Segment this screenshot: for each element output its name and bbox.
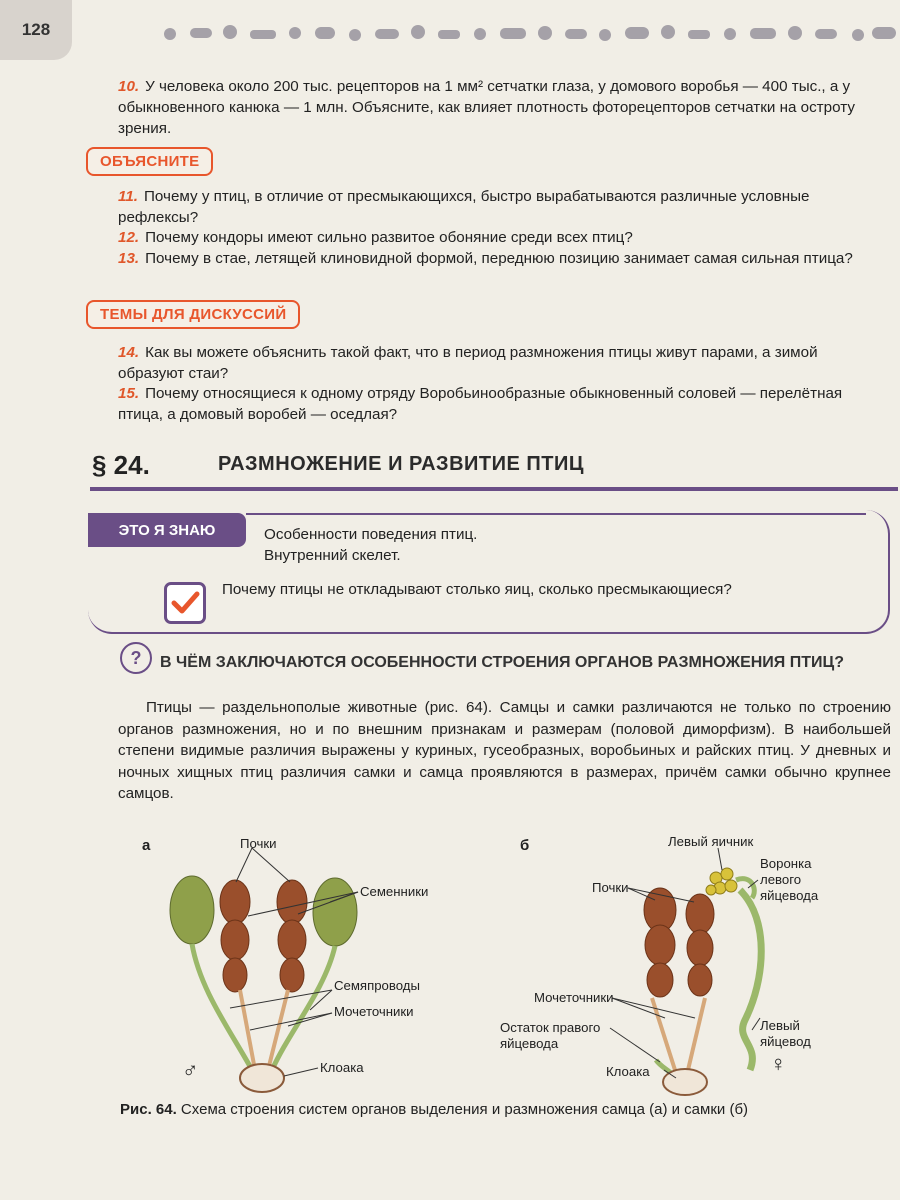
question-12: 12. Почему кондоры имеют сильно развитое обоняние среди всех птиц?: [118, 229, 633, 246]
female-symbol: ♀: [770, 1051, 787, 1076]
animal-silhouettes-decoration: [160, 18, 900, 48]
label-b: б: [520, 837, 530, 854]
question-15: 15. Почему относящиеся к одному отряду Воробьинообразные обыкновенный соловей — перелётная птица, а домовый воробей — оседлая?: [118, 385, 843, 423]
male-vas-deferens-label: Семяпроводы: [334, 978, 420, 993]
page-number: 128: [0, 0, 72, 60]
question-13: 13. Почему в стае, летящей клиновидной формой, переднюю позицию занимает самая сильная птица?: [118, 250, 853, 267]
male-diagram: [170, 848, 358, 1092]
know-item-2: Внутренний скелет.: [264, 547, 401, 564]
male-symbol: ♂: [182, 1057, 199, 1082]
section-divider: [90, 487, 898, 491]
know-question: Почему птицы не откладывают столько яиц, сколько пресмыкающиеся?: [222, 581, 732, 598]
female-right-oviduct-label: Остаток правого яйцевода: [500, 1020, 601, 1051]
section-number: § 24.: [92, 450, 150, 480]
checkmark-icon: [164, 582, 206, 624]
male-cloaca-label: Клоака: [320, 1060, 364, 1075]
body-paragraph: Птицы — раздельнополые животные (рис. 64). Самцы и самки различаются не только по строению органов размножения, но и по внешним признакам и размерам (половой диморфизм). В наибольшей степени видимые различия выражены у куриных, гусеобразных, воробьиных и райских птиц. У дневных и ночных хищных птиц различия самки и самца проявляются в размерах, причём самки обычно крупнее самцов.: [118, 699, 891, 802]
female-kidneys-label: Почки: [592, 880, 629, 895]
discussion-tag: ТЕМЫ ДЛЯ ДИСКУССИЙ: [86, 300, 300, 329]
female-cloaca-label: Клоака: [606, 1064, 650, 1079]
label-a: а: [142, 837, 151, 854]
figure-64: [140, 830, 880, 1120]
subheading: В ЧЁМ ЗАКЛЮЧАЮТСЯ ОСОБЕННОСТИ СТРОЕНИЯ ОРГАНОВ РАЗМНОЖЕНИЯ ПТИЦ?: [160, 654, 844, 671]
know-item-1: Особенности поведения птиц.: [264, 526, 478, 543]
explain-tag: ОБЪЯСНИТЕ: [86, 147, 213, 176]
female-left-ovary-label: Левый яичник: [668, 834, 754, 849]
section-title: РАЗМНОЖЕНИЕ И РАЗВИТИЕ ПТИЦ: [218, 453, 584, 475]
male-kidneys-label: Почки: [240, 836, 277, 851]
female-ureters-label: Мочеточники: [534, 990, 614, 1005]
know-box-top-line: [246, 513, 866, 515]
male-ureters-label: Мочеточники: [334, 1004, 414, 1019]
female-diagram: [610, 848, 761, 1095]
figure-caption: Рис. 64. Схема строения систем органов выделения и размножения самца (а) и самки (б): [120, 1101, 749, 1118]
female-funnel-label: Воронка левого яйцевода: [760, 856, 819, 903]
question-14: 14. Как вы можете объяснить такой факт, что в период размножения птицы живут парами, а зимой образуют стаи?: [118, 344, 818, 382]
female-left-oviduct-label: Левый яйцевод: [760, 1018, 811, 1049]
question-11: 11. Почему у птиц, в отличие от пресмыкающихся, быстро вырабатываются различные условные рефлексы?: [118, 188, 810, 226]
question-mark-icon: ?: [120, 642, 152, 674]
male-testes-label: Семенники: [360, 884, 429, 899]
question-10: 10. У человека около 200 тыс. рецепторов на 1 мм² сетчатки глаза, у домового воробья — 400 тыс., а у обыкновенного канюка — 1 млн. Объясните, как влияет плотность фоторецепторов сетчатки на остроту зрения.: [118, 78, 855, 137]
know-tag: ЭТО Я ЗНАЮ: [88, 513, 246, 547]
